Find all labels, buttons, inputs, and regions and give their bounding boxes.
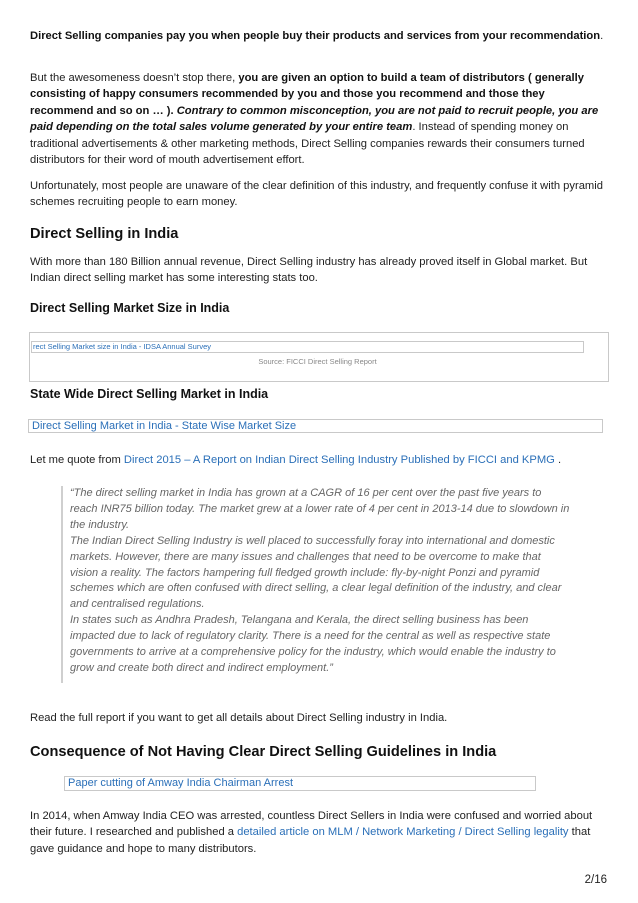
image-market-size-title[interactable]: rect Selling Market size in India - IDSA Annual Survey (31, 341, 584, 353)
image-amway-arrest[interactable]: Paper cutting of Amway India Chairman Arrest (64, 776, 536, 791)
section-heading-consequence: Consequence of Not Having Clear Direct Selling Guidelines in India (30, 744, 497, 760)
intro-p2-bold: you are given an option to build a team of distributors ( generally consisting of happy consumers recommended by you and those you recommend and those they recommend and so on … ). (30, 72, 584, 117)
quote-intro-a: Let me quote from (30, 454, 124, 466)
section-heading-direct-selling-india: Direct Selling in India (30, 226, 179, 242)
report-blockquote (61, 486, 571, 683)
subheading-state-wide: State Wide Direct Selling Market in India (30, 387, 269, 401)
quote-paragraph-1: “The direct selling market in India has grown at a CAGR of 16 per cent over the past five years to reach INR75 billion today. The market grew at a lower rate of 4 per cent in 2013-14 due to slowdown in the industry. (70, 487, 570, 531)
intro-p1-bold: Direct Selling companies pay you when people buy their products and services from your recommendation (30, 30, 601, 42)
quote-intro-b: . (554, 454, 562, 466)
intro-p2-bold-italic: Contrary to common misconception, you are not paid to recruit people, you are paid depending on the total sales volume generated by your entire team (30, 104, 599, 134)
intro-p1-end: . (600, 30, 604, 42)
section2-para-a: In 2014, when Amway India CEO was arrested, countless Direct Sellers in India were confused and worried about their future. I researched and published a (30, 810, 593, 839)
quote-paragraph-2: The Indian Direct Selling Industry is well placed to successfully foray into international and domestic markets. However, there are many issues and challenges that need to be overcome to make that vision a reality. The factors hampering full fledged growth include: fly-by-night Ponzi and pyramid schemes which are often confused with direct selling, a clear legal definition of the industry, and clear and centralised regulations. (70, 534, 562, 611)
ficci-kpmg-report-link[interactable]: Direct 2015 – A Report on Indian Direct Selling Industry Published by FICCI and KPMG (123, 454, 555, 466)
image-market-size (29, 332, 609, 382)
section2-paragraph (30, 808, 610, 857)
section2-para-b: that gave guidance and hope to many distributors. (30, 826, 591, 855)
intro-p2-b: . Instead of spending money on traditional advertisements & other marketing methods, Direct Selling companies rewards their consumers turned distributors for their word of mouth advertisement effort. (30, 121, 585, 167)
image-market-size-caption: Source: FICCI Direct Selling Report (258, 357, 377, 366)
page-number: 2/16 (584, 874, 607, 886)
quote-intro (30, 452, 610, 468)
intro-paragraph-3: Unfortunately, most people are unaware of the clear definition of this industry, and frequently confuse it with pyramid schemes recruiting people to earn money. (30, 180, 603, 209)
quote-paragraph-3: In states such as Andhra Pradesh, Telangana and Kerala, the direct selling business has been impacted due to lack of regulatory clarity. There is a need for the central as well as respective state governments to arrive at a comprehensive policy for the industry, which would enable the industry to grow and create both direct and indirect employment.” (70, 614, 556, 674)
section1-paragraph: With more than 180 Billion annual revenue, Direct Selling industry has already proved itself in Global market. But Indian direct selling market has some interesting stats too. (30, 256, 588, 285)
image-state-wise-market[interactable]: Direct Selling Market in India - State Wise Market Size (28, 419, 603, 433)
mlm-legality-article-link[interactable]: detailed article on MLM / Network Marketing / Direct Selling legality (237, 826, 569, 839)
intro-p2-a: But the awesomeness doesn’t stop there, (30, 72, 239, 84)
read-full-report-text: Read the full report if you want to get all details about Direct Selling industry in India. (30, 712, 448, 724)
intro-paragraph-1 (30, 28, 608, 44)
intro-paragraph-2 (30, 70, 610, 168)
subheading-market-size: Direct Selling Market Size in India (30, 301, 230, 315)
